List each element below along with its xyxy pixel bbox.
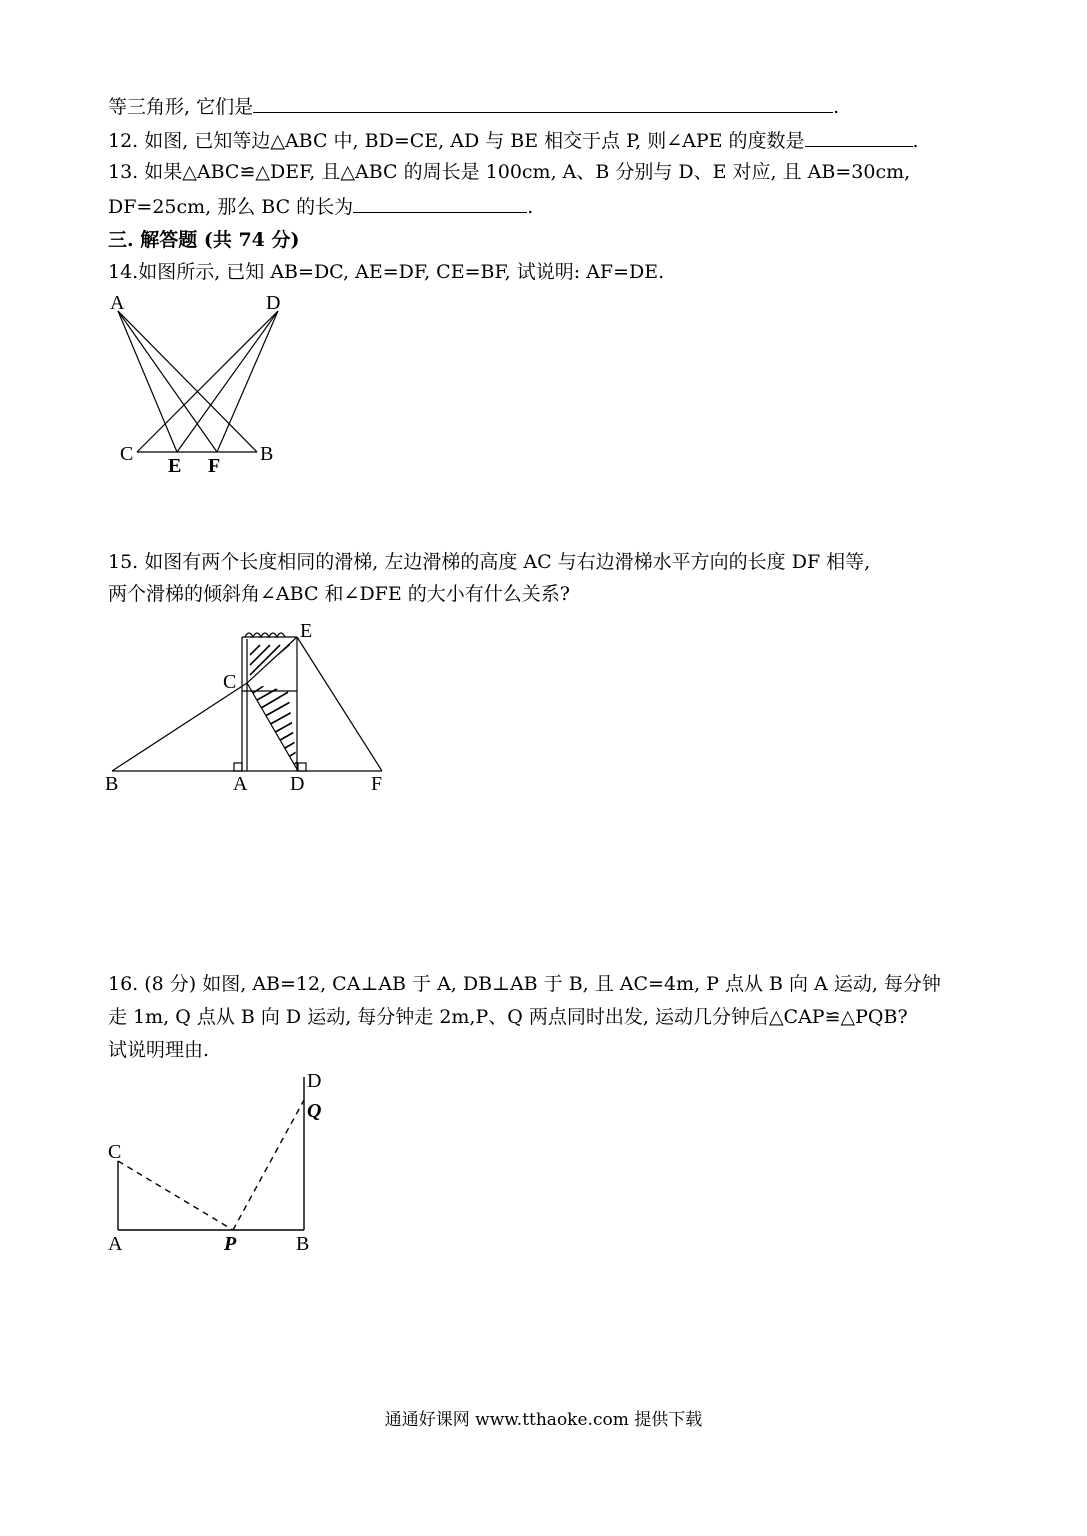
- q11-tail-line: [108, 92, 839, 121]
- q15-label-b: B: [105, 773, 119, 795]
- q14-segment-dc: [137, 311, 278, 452]
- q14-segment-de: [177, 311, 278, 452]
- q16-line3: 试说明理由.: [108, 1039, 210, 1061]
- q15-label-e: E: [300, 620, 313, 642]
- q14-label-d: D: [266, 292, 281, 314]
- q16-label-d: D: [307, 1070, 322, 1092]
- q14-segment-df: [217, 311, 278, 452]
- q14-figure: [100, 285, 320, 485]
- q16-figure: [100, 1065, 350, 1260]
- q15-label-c: C: [223, 671, 237, 693]
- q13-end: .: [527, 196, 534, 218]
- q11-end: .: [833, 96, 840, 118]
- q15-ladder-lower: [247, 683, 298, 771]
- q14-label-a: A: [110, 292, 125, 314]
- q15-label-a: A: [233, 773, 248, 795]
- q16-segment-cp: [118, 1161, 233, 1230]
- q14-segment-ab: [118, 311, 257, 452]
- q13-answer-blank[interactable]: [353, 192, 527, 213]
- q11-answer-blank[interactable]: [253, 92, 833, 113]
- q14-label-b: B: [260, 443, 274, 465]
- page-footer: 通通好课网 www.tthaoke.com 提供下载: [384, 1410, 703, 1430]
- q11-tail-text: 等三角形, 它们是: [108, 96, 254, 118]
- q15-line1: 15. 如图有两个长度相同的滑梯, 左边滑梯的高度 AC 与右边滑梯水平方向的长度 DF 相等,: [108, 551, 871, 573]
- q16-label-b: B: [296, 1233, 310, 1255]
- q14-label-f: F: [208, 455, 221, 477]
- q16-label-a: A: [108, 1233, 123, 1255]
- q15-figure: [100, 615, 400, 800]
- q15-line2: 两个滑梯的倾斜角∠ABC 和∠DFE 的大小有什么关系?: [108, 583, 570, 605]
- q13-line2: [108, 192, 533, 221]
- q14-text: 14.如图所示, 已知 AB=DC, AE=DF, CE=BF, 试说明: AF=DE.: [108, 261, 665, 283]
- q12-text: 12. 如图, 已知等边△ABC 中, BD=CE, AD 与 BE 相交于点 P, 则∠APE 的度数是: [108, 130, 805, 152]
- q15-slide-bc: [112, 683, 247, 771]
- q14-label-c: C: [120, 443, 134, 465]
- q16-line2: 走 1m, Q 点从 B 向 D 运动, 每分钟走 2m,P、Q 两点同时出发, 运动几分钟后△CAP≌△PQB?: [108, 1006, 908, 1028]
- q15-right-angle-d: [298, 763, 306, 771]
- q15-hatch-lower: [250, 685, 299, 767]
- q16-line1: 16. (8 分) 如图, AB=12, CA⊥AB 于 A, DB⊥AB 于 B, 且 AC=4m, P 点从 B 向 A 运动, 每分钟: [108, 973, 941, 995]
- q15-slide-ef: [297, 637, 382, 771]
- q13-line1: 13. 如果△ABC≌△DEF, 且△ABC 的周长是 100cm, A、B 分别与 D、E 对应, 且 AB=30cm,: [108, 161, 911, 183]
- q16-label-q: Q: [307, 1100, 322, 1122]
- q16-label-c: C: [108, 1141, 122, 1163]
- q15-right-angle-a: [234, 763, 242, 771]
- q12-end: .: [912, 130, 919, 152]
- q16-label-p: P: [224, 1233, 237, 1255]
- q13-text2: DF=25cm, 那么 BC 的长为: [108, 196, 354, 218]
- q14-label-e: E: [168, 455, 182, 477]
- q12-line: [108, 126, 919, 155]
- q15-hatch-upper: [250, 645, 300, 690]
- q16-segment-pq: [233, 1100, 304, 1230]
- q15-label-d: D: [290, 773, 305, 795]
- q15-label-f: F: [371, 773, 383, 795]
- section-3-title: 三. 解答题 (共 74 分): [108, 229, 300, 251]
- q12-answer-blank[interactable]: [805, 126, 913, 147]
